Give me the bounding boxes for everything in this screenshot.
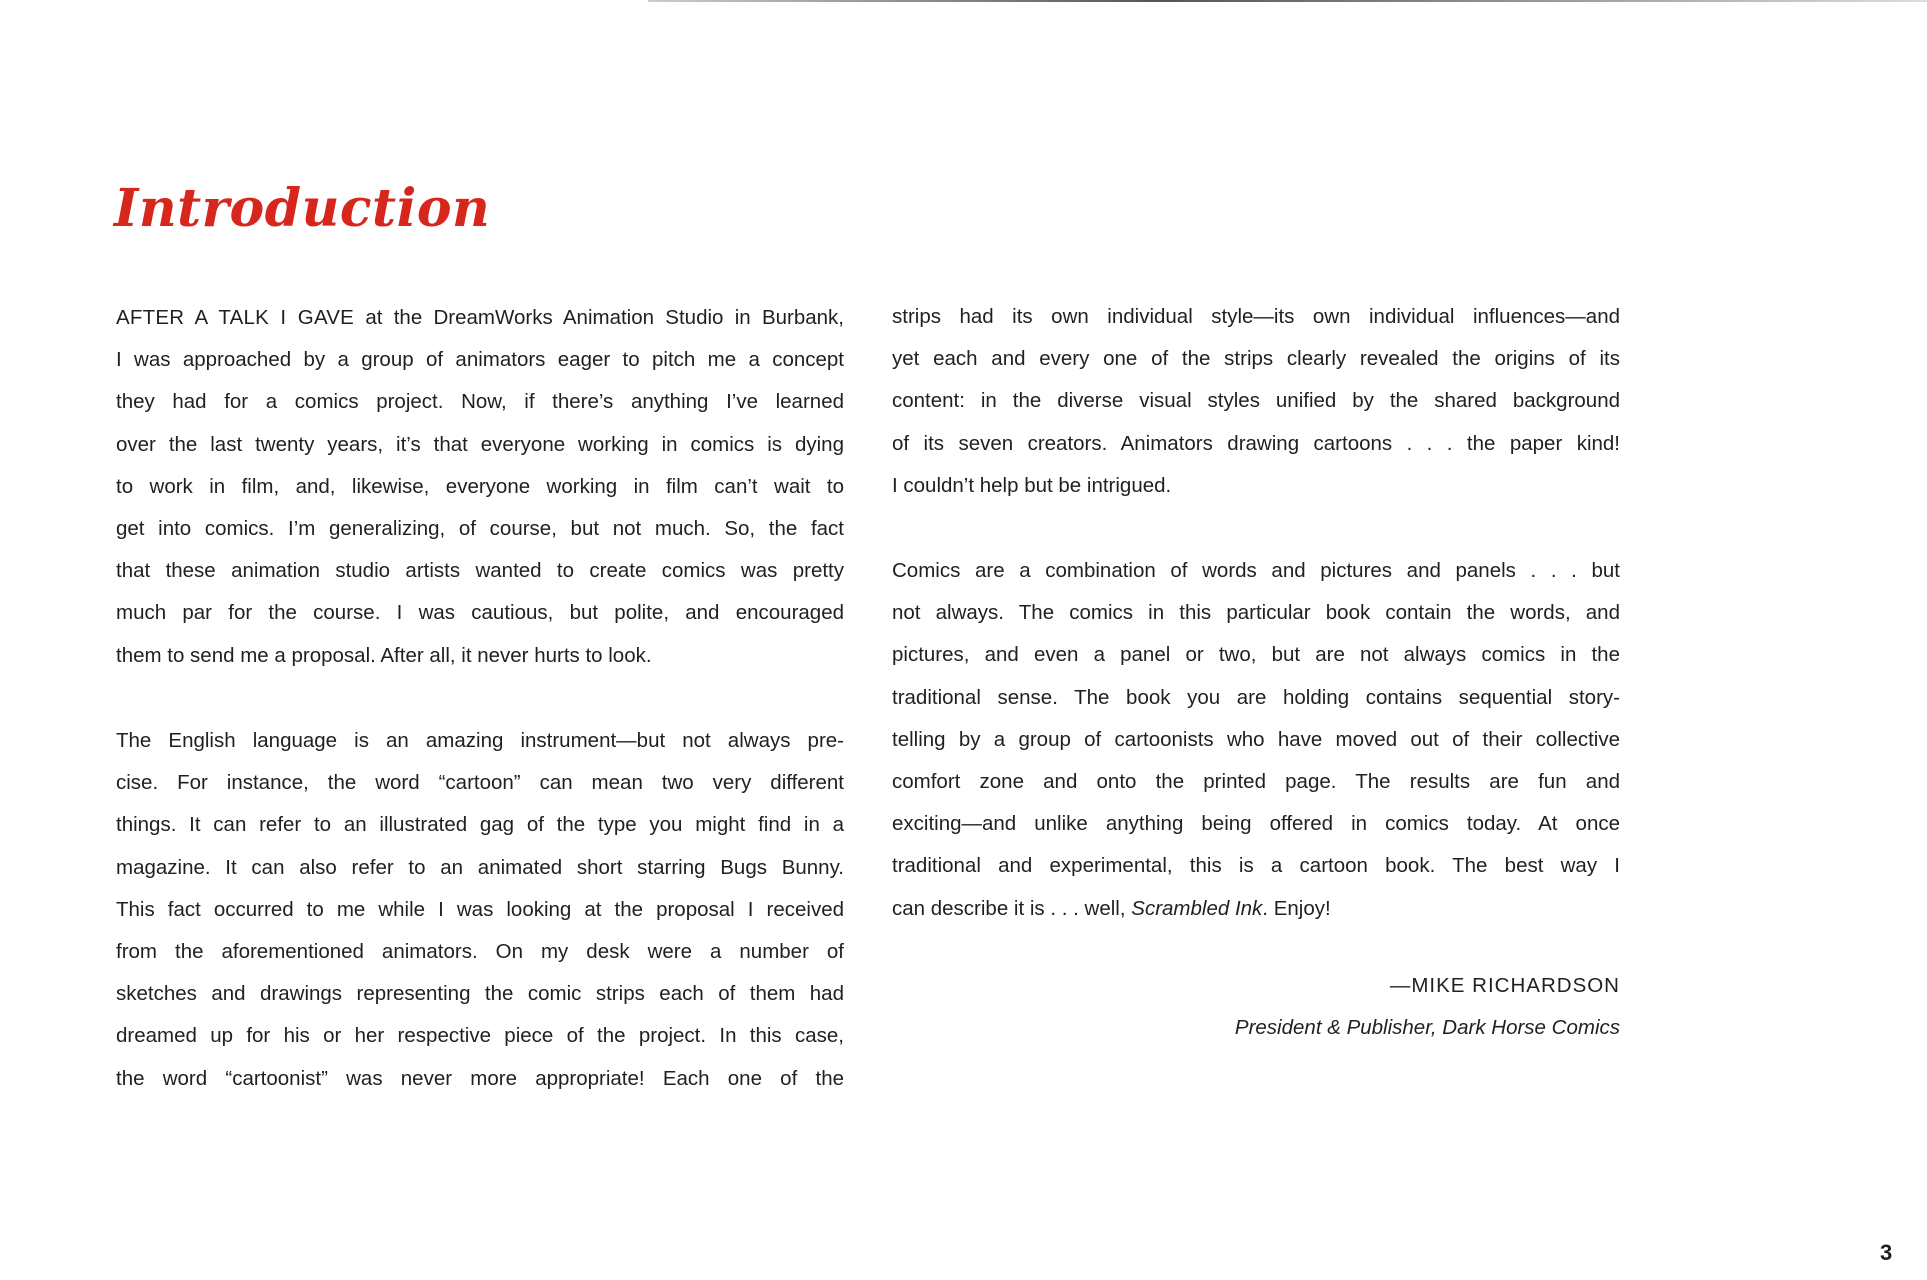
paragraph-line: they had for a comics project. Now, if there’s anything I’ve learned [116,390,844,414]
paragraph-line: sketches and drawings representing the comic strips each of them had [116,982,844,1006]
page-number: 3 [1880,1240,1893,1265]
paragraph-line: traditional sense. The book you are holding contains sequential story- [892,685,1620,709]
paragraph-line: pictures, and even a panel or two, but are not always comics in the [892,643,1620,667]
paragraph-line: strips had its own individual style—its own individual influences—and [892,305,1620,328]
paragraph-line: get into comics. I’m generalizing, of course, but not much. So, the fact [116,516,844,540]
paragraph-line: exciting—and unlike anything being offered in comics today. At once [892,812,1620,836]
paragraph-line: This fact occurred to me while I was looking at the proposal I received [116,897,844,921]
paragraph-line: yet each and every one of the strips clearly revealed the origins of its [892,347,1620,371]
paragraph-line: over the last twenty years, it’s that everyone working in comics is dying [116,432,844,456]
paragraph-line: I couldn’t help but be intrigued. [892,473,1172,497]
paragraph-1 [116,297,844,677]
lead-in-caps: AFTER A TALK I GAVE [116,306,355,329]
paragraph-2 [116,720,844,1100]
page-title: Introduction [114,178,491,239]
paragraph-line: from the aforementioned animators. On my desk were a number of [116,939,844,963]
line-text: . Enjoy! [1262,896,1331,920]
paragraph-line: Comics are a combination of words and pictures and panels . . . but [892,559,1620,582]
line-text: at the DreamWorks Animation Studio in Burbank, [354,306,844,329]
paragraph-line: telling by a group of cartoonists who have moved out of their collective [892,727,1620,751]
paragraph-line: The English language is an amazing instrument—but not always pre- [116,729,844,752]
paragraph-line: comfort zone and onto the printed page. The results are fun and [892,769,1620,793]
book-title: Scrambled Ink [1131,896,1263,920]
paragraph-line: of its seven creators. Animators drawing cartoons . . . the paper kind! [892,431,1620,455]
paragraph-line [116,297,844,339]
paragraph-line: magazine. It can also refer to an animated short starring Bugs Bunny. [116,855,844,879]
signature-name: —MIKE RICHARDSON [1389,974,1620,997]
paragraph-line: cise. For instance, the word “cartoon” can mean two very different [116,771,844,795]
paragraph-line: not always. The comics in this particular book contain the words, and [892,601,1620,625]
paragraph-line: I was approached by a group of animators eager to pitch me a concept [116,348,844,372]
paragraph-line: to work in film, and, likewise, everyone working in film can’t wait to [116,474,844,498]
signature-role: President & Publisher, Dark Horse Comics [1234,1016,1620,1039]
paragraph-line: things. It can refer to an illustrated gag of the type you might find in a [116,813,844,837]
scan-edge-line [648,0,1927,2]
line-text: can describe it is . . . well, [892,896,1132,920]
paragraph-3 [892,296,1620,507]
paragraph-line: much par for the course. I was cautious, but polite, and encouraged [116,601,844,625]
paragraph-line: traditional and experimental, this is a cartoon book. The best way I [892,854,1620,878]
paragraph-line: dreamed up for his or her respective piece of the project. In this case, [116,1024,844,1048]
paragraph-line [892,888,1620,930]
paragraph-line: content: in the diverse visual styles unified by the shared background [892,389,1620,413]
paragraph-line: the word “cartoonist” was never more appropriate! Each one of the [116,1066,844,1090]
paragraph-line: that these animation studio artists wanted to create comics was pretty [116,559,844,583]
paragraph-line: them to send me a proposal. After all, it never hurts to look. [116,643,652,667]
paragraph-4 [892,550,1620,930]
